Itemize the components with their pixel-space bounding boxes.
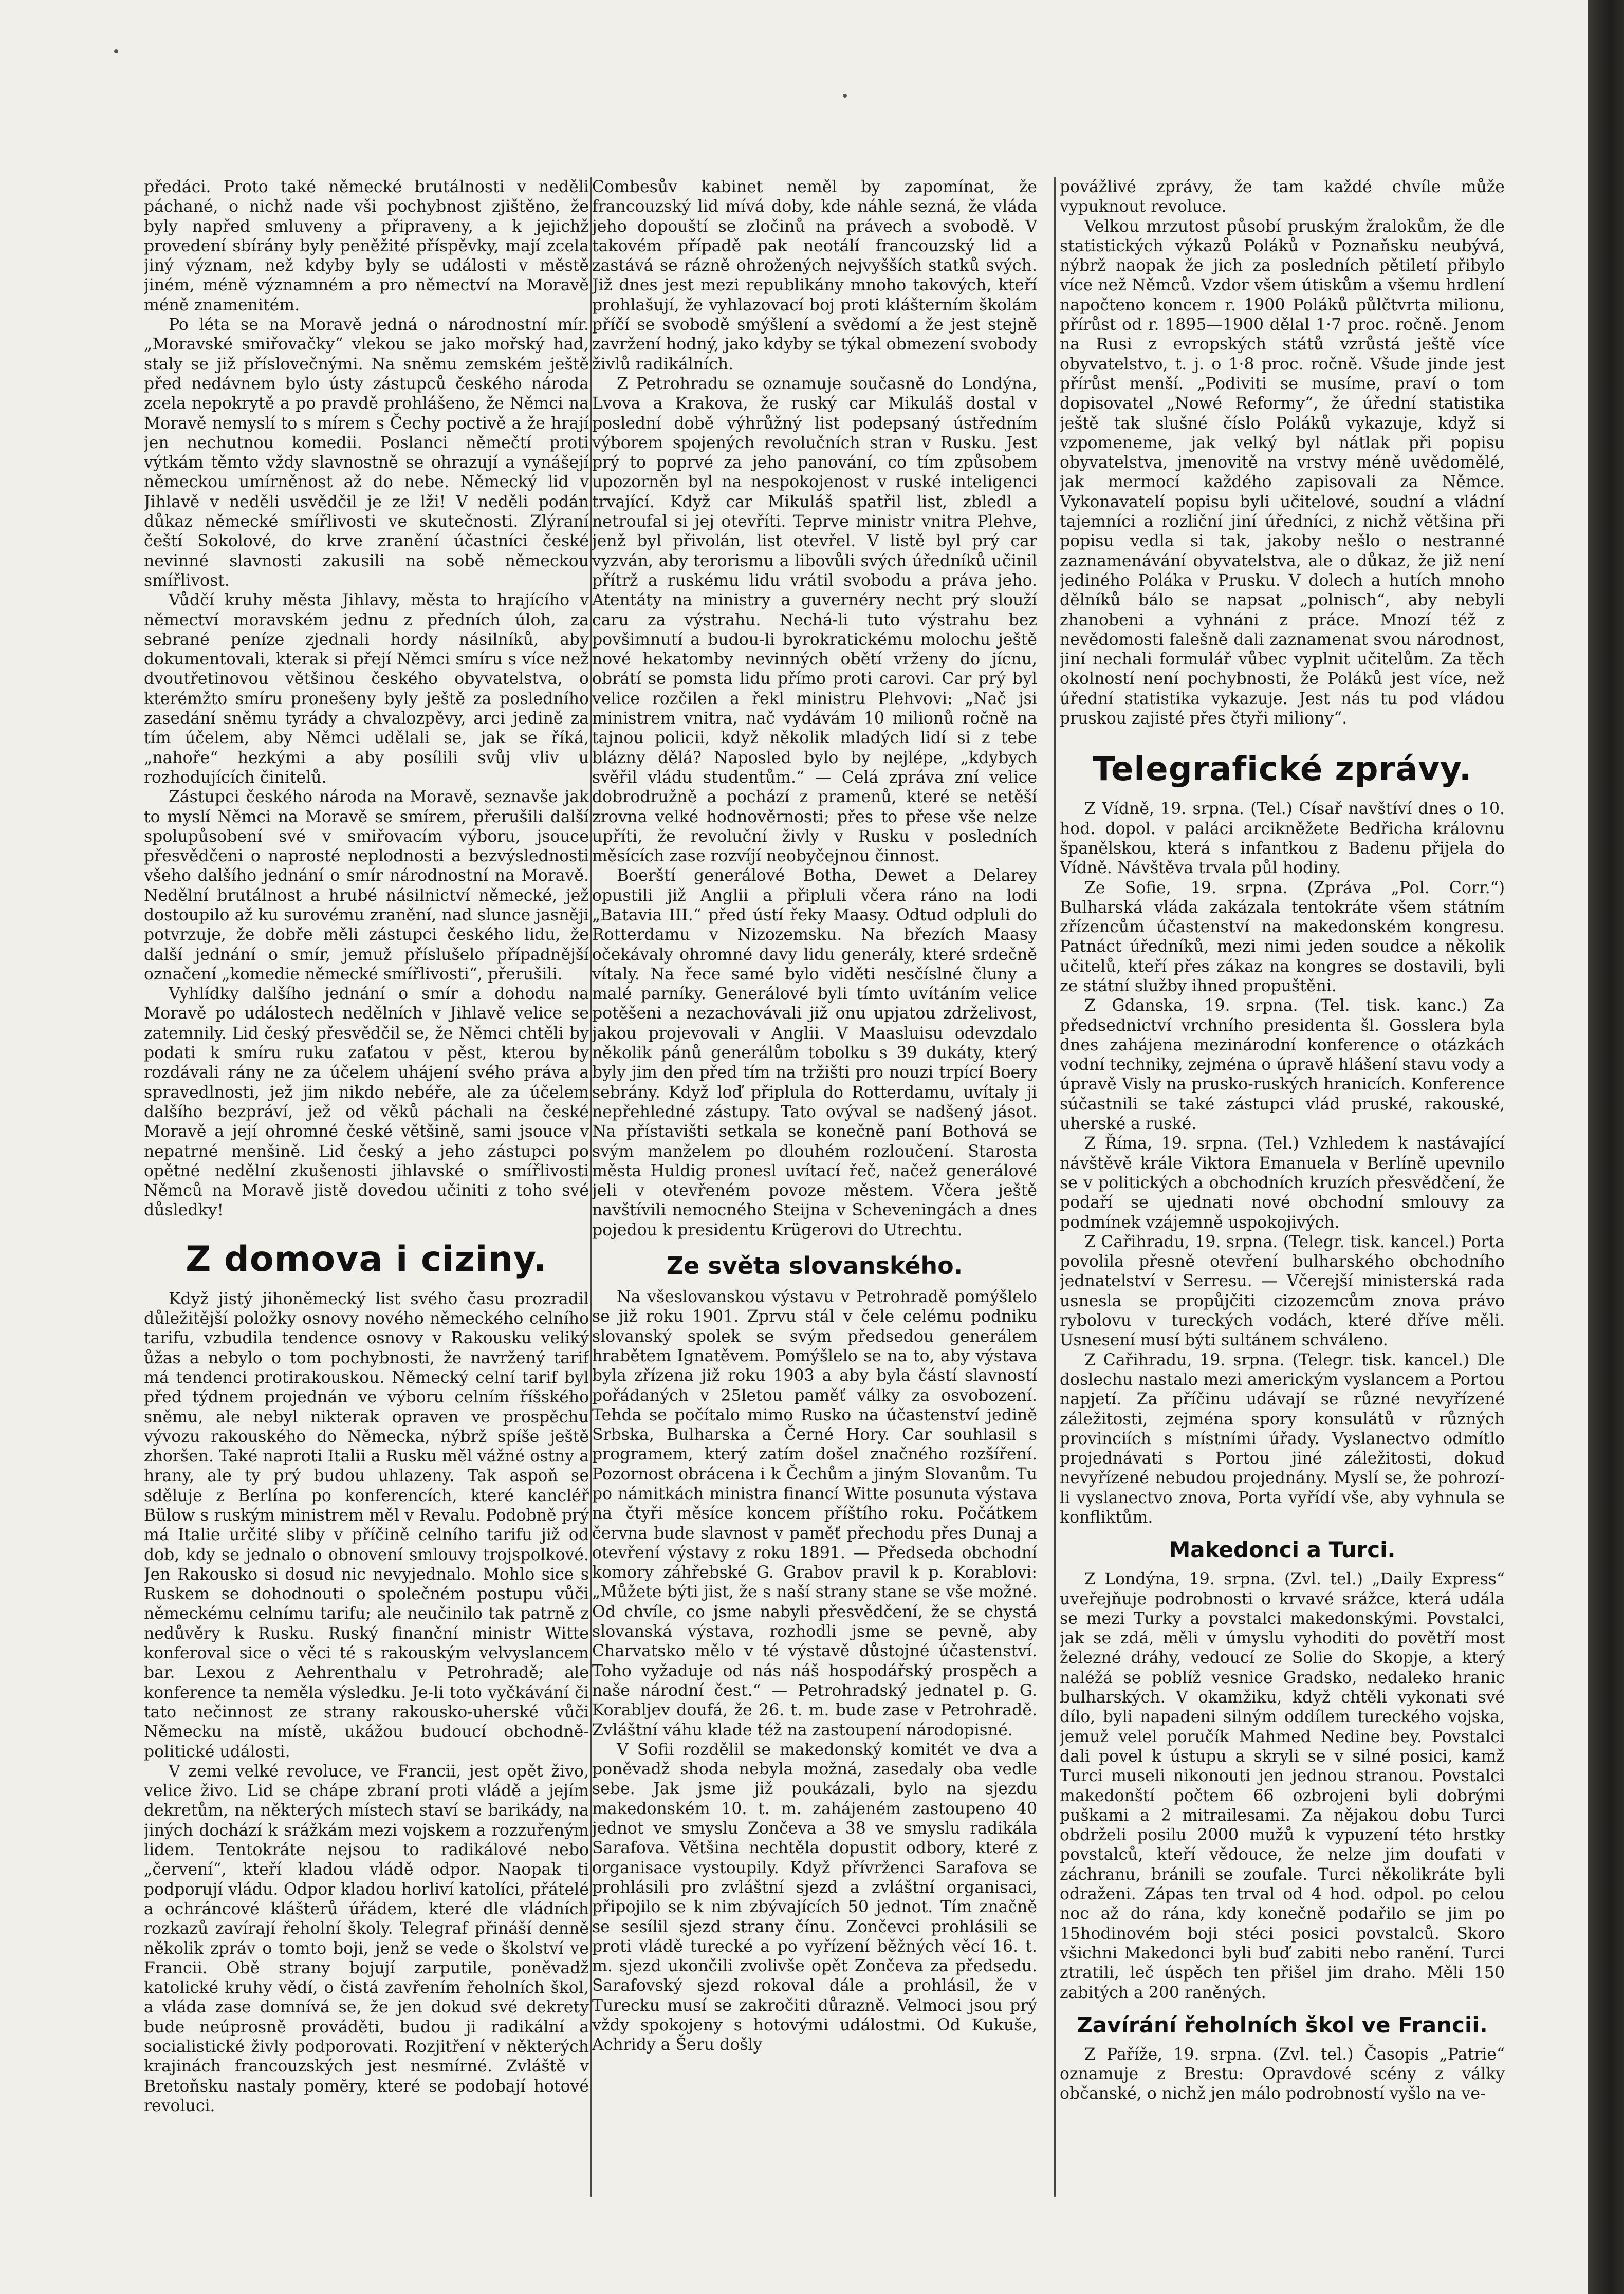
section-heading-telegrams: Telegrafické zprávy.	[1092, 750, 1472, 789]
article-paragraph: Z Paříže, 19. srpna. (Zvl. tel.) Časopis „Patrie“ oznamuje z Brestu: Opravdové scény z války občanské, o nichž jen málo podrobností vyšlo na ve-	[1060, 2045, 1505, 2103]
article-paragraph: Boerští generálové Botha, Dewet a Delarey opustili již Anglii a připluli včera ráno na lodi „Batavia III.“ před ústí řeky Maasy. Odtud odpluli do Rotterdamu v Nizozemsku. Na březích Maasy očekávaly ohromné davy lidu generály, které srdečně vítaly. Na řece samé bylo viděti nesčíslné čluny a malé parníky. Generálové byli tímto uvítáním velice potěšeni a nezachovávali již onu upjatou zdrželivost, jakou projevovali v Anglii. V Maasluisu odevzdalo několik pánů generálům tobolku s 39 dukáty, který byly jim den před tím na tržišti pro nouzi trpící Boery sebrány. Když loď připlula do Rotterdamu, uvítaly ji nepřehledné zástupy. Tato ovýval se nadšený jásot. Na přístavišti setkala se konečně paní Bothová se svým manželem po dlouhém rozloučení. Starosta města Huldig pronesl uvítací řeč, načež generálové jeli v otevřeném povoze městem. Včera ještě navštívili nemocného Steijna v Scheveningách a dnes pojedou k presidentu Krügerovi do Utrechtu.	[592, 866, 1037, 1239]
telegram-item: Z Vídně, 19. srpna. (Tel.) Císař navštíví dnes o 10. hod. dopol. v paláci arcikněžete Bedřicha královnu španělskou, která s infantkou z Badenu přijela do Vídně. Návštěva trvala půl hodiny.	[1060, 800, 1505, 878]
section-heading-slavic-world: Ze světa slovanského.	[666, 1252, 963, 1280]
article-paragraph: Vůdčí kruhy města Jihlavy, města to hrajícího v němectví moravském jednu z předních úloh, za sebrané peníze zjednali hordy násilníků, aby dokumentovali, kterak si přejí Němci smíru s více než dvoutřetinovou většinou českého obyvatelstva, o kterémžto smíru pronešeny byly ještě za posledního zasedání sněmu tyrády a chvalozpěvy, arci jedině za tím účelem, aby Němci udělali se, jak se říká, „nahoře“ hezkými a aby posílili svůj vliv u rozhodujících činitelů.	[144, 591, 589, 787]
subheading-school-closures: Zavírání řeholních škol ve Francii.	[1077, 2012, 1488, 2038]
article-paragraph: V zemi velké revoluce, ve Francii, jest opět živo, velice živo. Lid se chápe zbraní proti vládě a jejím dekretům, na některých místech staví se barikády, na jiných dochází k srážkám mezi vojskem a rozzuřeným lidem. Tentokráte nejsou to radikálové nebo „červení“, kteří kladou vládě odpor. Naopak ti podporují vládu. Odpor kladou horliví katolíci, přátelé a ochráncové klášterů úřádem, které dle vládních rozkazů zavírají řeholní školy. Telegraf přináší denně několik zpráv o tomto boji, jenž se vede o školství ve Francii. Obě strany bojují zarputile, poněvadž katolické kruhy vědí, o čistá zavřením řeholních škol, a vláda zase domnívá se, že jen dokud své dekrety bude neúprosně prováděti, budou ji radikální a socialistické živly podporovati. Rozjitření v některých krajinách francouzských jest nesmírné. Zvláště v Bretoňsku nastaly pomĕry, které se podobají hotové revoluci.	[144, 1762, 589, 2115]
speck	[114, 49, 118, 53]
column-3	[1060, 177, 1505, 2253]
article-paragraph: předáci. Proto také německé brutálnosti v neděli páchané, o nichž nade vši pochybnost zjištěno, že byly napřed smluveny a připraveny, a k jejichž provedení sbírány byly peněžité příspěvky, mají zcela jiný význam, než kdyby byly se události v městě jiném, méně významném a pro němectví na Moravě méně znamenitém.	[144, 178, 589, 314]
article-paragraph: Na všeslovanskou výstavu v Petrohradě pomýšlelo se již roku 1901. Zprvu stál v čele celému podniku slovanský spolek se svým předsedou generálem hrabětem Ignatěvem. Pomýšlelo se na to, aby výstava byla zřízena již roku 1903 a aby byla částí slavností pořádaných v 25letou paměť války za osvobození. Tehda se počítalo mimo Rusko na účastenství jedině Srbska, Bulharska a Černé Hory. Car souhlasil s programem, který zatím došel značného rozšíření. Pozornost obrácena i k Čechům a jiným Slovanům. Tu po námitkách ministra financí Witte posunuta výstava na čtyři měsíce koncem příštího roku. Počátkem června bude slavnost v paměť přechodu přes Dunaj a otevření výstavy z roku 1891. — Předseda obchodní komory záhřebské G. Grabov pravil k p. Korablovi: „Můžete býti jist, že s naší strany stane se vše možné. Od chvíle, co jsme nabyli přesvědčení, že se chystá slovanská výstava, rozhodli jsme se pevně, aby Charvatsko mělo v té výstavě důstojné účastenství. Toho vyžaduje od nás náš hospodářský prospěch a naše národní čest.“ — Petrohradský jednatel p. G. Korabljev doufá, že 26. t. m. bude zase v Petrohradě. Zvláštní váhu klade též na zastoupení národopisné.	[592, 1288, 1037, 1740]
article-paragraph: povážlivé zprávy, že tam každé chvíle může vypuknout revoluce.	[1060, 178, 1505, 216]
telegram-item: Z Cařihradu, 19. srpna. (Telegr. tisk. kancel.) Dle doslechu nastalo mezi americkým vyslancem a Portou napjetí. Za příčinu udávají se různé nevyřízené záležitosti, zejména spory konsulátů v různých provinciích s místními úřady. Vyslanectvo odmítlo projednávati s Portou jiné záležitosti, dokud nevyřízené nebudou projednány. Myslí se, že pohrozí-li vyslanectvo znova, Porta vyřídí vše, aby vyhnula se konfliktům.	[1060, 1350, 1505, 1527]
scanner-edge	[1588, 0, 1624, 2294]
column-divider	[1054, 177, 1056, 2197]
article-paragraph: Zástupci českého národa na Moravě, seznavše jak to myslí Němci na Moravě se smírem, přerušili další spolupůsobení své v smiřovacím výboru, jsouce přesvědčeni o naprosté neplodnosti a bezvýslednosti všeho dalšího jednání o smír národnostní na Moravě. Nedělní brutálnost a hrubé násilnictví německé, jež dostoupilo až ku surovému zranění, nad slunce jasněji potvrzuje, že dobře měli zástupci českého lidu, že další jednání o smír, jemuž příslušelo případnější označení „komedie německé smířlivosti“, přerušili.	[144, 788, 589, 984]
article-paragraph: Z Petrohradu se oznamuje současně do Londýna, Lvova a Krakova, že ruský car Mikuláš dostal v poslední době výhrůžný list podepsaný ústředním výborem spojených revolučních stran v Rusku. Jest prý to poprvé za jeho panování, co tím způsobem upozorněn byl na nespokojenost v ruské inteligenci trvající. Když car Mikuláš spatřil list, zbledl a netroufal si jej otevříti. Teprve ministr vnitra Plehve, jenž byl přivolán, list otevřel. V listě byl prý car vyzván, aby terorismu a libovůli svých úředníků učinil přítrž a ruskému lidu vrátil svobodu a práva jeho. Atentáty na ministry a guvernéry necht prý slouží caru za výstrahu. Nechá-li tuto výstrahu bez povšimnutí a budou-li byrokratickému molochu ještě nové hekatomby nevinných obětí vrženy do jícnu, obrátí se pomsta lidu přímo proti carovi. Car prý byl velice rozčilen a řekl ministru Plehvovi: „Nač jsi ministrem vnitra, nač vydávám 10 milionů ročně na tajnou policii, když několik mladých lidí si z tebe blázny dělá? Naposled bylo by nejlépe, „kdybych svěřil vládu studentům.“ — Celá zpráva zní velice dobrodružně a pochází z pramenů, které se netěší zrovna velké hodnověrnosti; přes to přese vše nelze upříti, že revoluční živly v Rusku v posledních měsících zase rozvíjí neobyčejnou činnost.	[592, 374, 1037, 866]
article-paragraph: Po léta se na Moravě jedná o národnostní mír. „Moravské smiřovačky“ vlekou se jako mořský had, staly se již příslovečnými. Na sněmu zemském ještě před nedávnem bylo ústy zástupců českého národa zcela nepokrytě a po pravdě prohlášeno, že Němci na Moravě nemyslí to s mírem s Čechy poctivě a že hrají jen nechutnou komedii. Poslanci němečtí proti výtkám těmto vždy slavnostně se ohrazují a vynášejí německou umírněnost až do nebe. Německý lid v Jihlavě v neděli usvědčil je ze lži! V neděli podán důkaz německé smířlivosti ve skutečnosti. Zlýraní čeští Sokolové, do krve zranění účastníci české nevinné slavnosti zakusili na sobě německou smířlivost.	[144, 316, 589, 590]
subheading-macedonians-turks: Makedonci a Turci.	[1169, 1537, 1396, 1563]
speck	[843, 94, 847, 98]
telegram-item: Ze Sofie, 19. srpna. (Zpráva „Pol. Corr.“) Bulharská vláda zakázala tentokráte všem státním zřízencům účastenství na makedonském kongresu. Patnáct úředníků, mezi nimi jeden soudce a několik učitelů, kteří přes zákaz na kongres se dostavili, byli ze státní služby ihned propuštěni.	[1060, 878, 1505, 995]
article-paragraph: Z Londýna, 19. srpna. (Zvl. tel.) „Daily Express“ uveřejňuje podrobnosti o krvavé srážce, která udála se mezi Turky a povstalci makedonskými. Povstalci, jak se zdá, měli v úmyslu vyhoditi do povětří most železné dráhy, vedoucí ze Solie do Skopje, a který naléžá se poblíž vesnice Gradsko, nedaleko hranic bulharských. V okamžiku, když chtěli vykonati své dílo, byli napadeni silným oddílem tureckého vojska, jemuž velel poručík Mahmed Nedine bey. Povstalci dali povel k ústupu a skryli se v silné posici, kamž Turci museli nikonouti jen jednou stranou. Povstalci makedonští počtem 66 ozbrojeni byli dobrými puškami a 2 mitrailesami. Za nějakou dobu Turci obdrželi posilu 2000 mužů k vypuzení této hrstky povstalců, kteří vědouce, že nelze jim doufati v záchranu, bránili se zoufale. Turci několikráte byli odraženi. Zápas ten trval od 4 hod. odpol. po celou noc až do rána, kdy konečně podařilo se jim po 15hodinovém boji stéci posici povstalců. Skoro všichni Makedonci byli buď zabiti nebo ranění. Turci ztratili, leč úspěch ten přišel jim draho. Měli 150 zabitých a 200 raněných.	[1060, 1570, 1505, 2002]
article-paragraph: V Sofii rozdělil se makedonský komitét ve dva a poněvadž shoda nebyla možná, zasedaly oba vedle sebe. Jak jsme již poukázali, bylo na sjezdu makedonském 10. t. m. zahájeném zastoupeno 40 jednot ve smyslu Zončeva a 38 ve smyslu radikála Sarafova. Většina nechtěla dopustit odbory, které z organisace vystoupily. Když přívrženci Sarafova se prohlásili pro zvláštní sjezd a zvláštní organisaci, připojilo se k nim zbývajících 50 jednot. Tím značně se sesílil sjezd strany čínu. Zončevci prohlásili se proti vládě turecké a po vyřízení běžných věcí 16. t. m. sjezd ukončili zvolivše opět Zončeva za předsedu. Sarafovský sjezd rokoval dále a prohlásil, že v Turecku musí se zakročiti důrazně. Velmoci jsou prý vždy spokojeny s hotovými událostmi. Od Kukuše, Achridy a Šeru došly	[592, 1740, 1037, 2055]
article-paragraph: Combesův kabinet neměl by zapomínat, že francouzský lid mívá doby, kde náhle sezná, že vláda jeho dopouští se zločinů na právech a svobodě. V takovém případě pak neotálí francouzský lid a zastává se rázně ohrožených nejvyšších statků svých. Již dnes jest mezi republikány mnoho takových, kteří prohlašují, že vyhlazovací boj proti klášterním školám příčí se svobodě smýšlení a svědomí a že jest stejně zavržení hodný, jako kdyby se týkal obmezení svobody živlů radikálních.	[592, 178, 1037, 374]
telegram-item: Z Gdanska, 19. srpna. (Tel. tisk. kanc.) Za předsednictví vrchního presidenta šl. Gosslera byla dnes zahájena mezinárodní konference o otázkách vodní techniky, zejména o úpravě hlášení stavu vody a úpravě Visly na prusko-ruských hranicích. Konference súčastnili se také zástupci vlád pruské, rakouské, uherské a ruské.	[1060, 996, 1505, 1134]
section-heading-domestic-foreign: Z domova i ciziny.	[186, 1238, 547, 1280]
column-1	[144, 177, 589, 2253]
article-paragraph: Velkou mrzutost působí pruským žralokům, že dle statistických výkazů Poláků v Poznaňsku neubývá, nýbrž naopak že jich za posledních pětiletí přibylo více než Němců. Vzdor všem útiskům a všemu hrdlení napočteno koncem r. 1900 Poláků půlčtvrta milionu, přírůst od r. 1895—1900 dělal 1·7 proc. ročně. Jenom na Rusi z evropských států vzrůstá ještě více obyvatelstvo, t. j. o 1·8 proc. ročně. Všude jinde jest přírůst menší. „Podiviti se musíme, praví o tom dopisovatel „Nowé Reformy“, že úřední statistika ještě tak slušné číslo Poláků vykazuje, když si vzpomeneme, jak velký byl nátlak při popisu obyvatelstva, jmenovitě na vrstvy méně uvědomělé, jak mermocí každého zapisovali za Němce. Vykonavatelí popisu byli učitelové, soudní a vládní tajemníci a rozliční jiní úředníci, z nichž většina při popisu vedla si tak, jakoby nešlo o nestranné zaznamenávání obyvatelstva, ale o důkaz, že již není jediného Poláka v Prusku. V dolech a hutích mnoho dělníků bálo se napsat „polnisch“, aby nebyli zhanobeni a vyhnáni z práce. Mnozí též z nevědomosti falešně dali zaznamenat svou národnost, jiní nechali formulář vůbec vyplnit učitelům. Za těch okolností není pochybnosti, že Poláků jest více, než úřední statistika vykazuje. Jest nás tu pod vládou pruskou zajisté přes čtyři miliony“.	[1060, 217, 1505, 728]
article-paragraph: Když jistý jihoněmecký list svého času prozradil důležitější položky osnovy nového německého celního tarifu, vzbudila tendence osnovy v Rakousku veliký ůžas a nebylo o tom pochybnosti, že navržený tarif má tendenci protirakouskou. Německý celní tarif byl před týdnem projednán ve výboru celním říšského sněmu, ale nebyl nikterak opraven ve prospěchu vývozu rakouského do Německa, nýbrž spíše ještě zhoršen. Také naproti Italii a Rusku měl vážné ostny a hrany, ale ty prý budou uhlazeny. Tak aspoň se sděluje z Berlína po konferencích, které kancléř Bülow s ruským ministrem měl v Revalu. Podobně prý má Italie určité sliby v příčině celního tarifu již od dob, kdy se jednalo o obnovení smlouvy trojspolkové. Jen Rakousko si dosud nic nevyjednalo. Mohlo sice s Ruskem se dohodnouti o společném postupu vůči německému celnímu tarifu; ale neučinilo tak patrně z nedůvěry k Rusku. Ruský finanční ministr Witte konferoval sice o věci té s rakouským velvyslancem bar. Lexou z Aehrenthalu v Petrohradě; ale konference ta neměla výsledku. Je-li toto vyčkávání či tato nečinnost ze strany rakousko-uherské vůči Německu na místě, ukážou budoucí obchodně-politické události.	[144, 1289, 589, 1761]
telegram-item: Z Říma, 19. srpna. (Tel.) Vzhledem k nastávající návštěvě krále Viktora Emanuela v Berlíně upevnilo se v politických a obchodních kruzích přesvědčení, že podaří se ujednati nové obchodní smlouvy za podmínek vzájemně uspokojivých.	[1060, 1134, 1505, 1232]
column-2	[592, 177, 1037, 2253]
article-paragraph: Vyhlídky dalšího jednání o smír a dohodu na Moravě po událostech nedělních v Jihlavě velice se zatemnily. Lid český přesvědčil se, že Němci chtěli by podati k smíru ruku zaťatou v pěst, kterou by rozdávali rány ne za účelem uhájení svého práva a spravedlnosti, jež jim nikdo nebéře, ale za účelem dalšího bezpráví, jež od věků páchali na české Moravě a její ohromné české většině, sami jsouce v nepatrné menšině. Lid český a jeho zástupci po opětné nedělní zkušenosti jihlavské o smířlivosti Němců na Moravě jistě dovedou učiniti z toho své důsledky!	[144, 985, 589, 1220]
telegram-item: Z Cařihradu, 19. srpna. (Telegr. tisk. kancel.) Porta povolila přesně otevření bulharského obchodního jednatelství v Serresu. — Včerejší ministerská rada usnesla se propůjčiti cizozemcům znova právo rybolovu v tureckých vodách, které dříve měli. Usnesení musí býti sultánem schváleno.	[1060, 1232, 1505, 1350]
